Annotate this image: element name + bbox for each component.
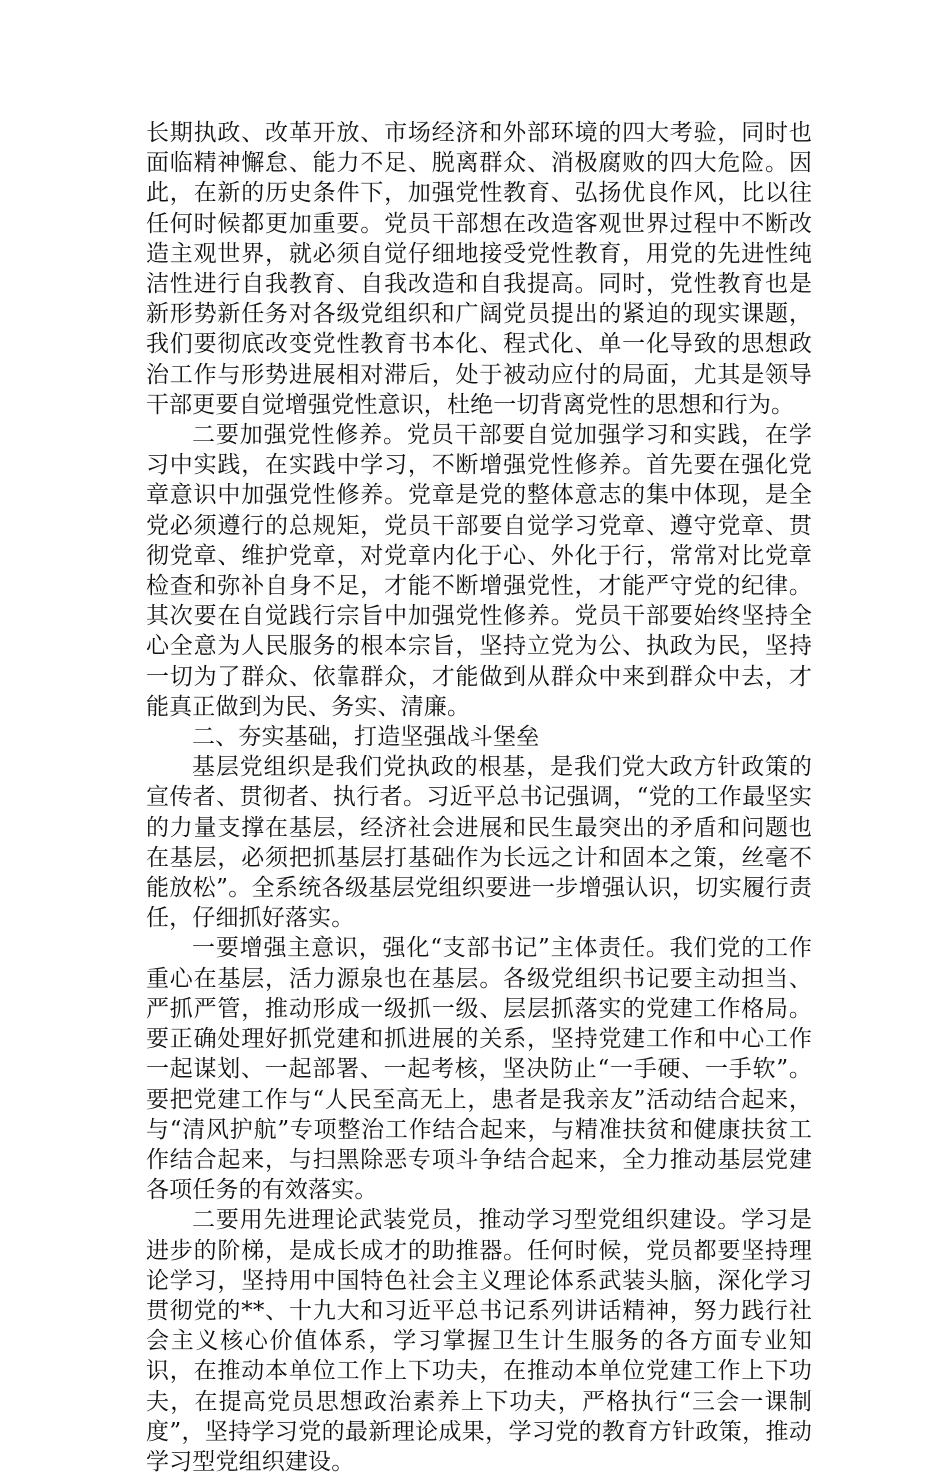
paragraph-continued: 长期执政、改革开放、市场经济和外部环境的四大考验，同时也面临精神懈怠、能力不足、脱离群众、消极腐败的四大危险。因此，在新的历史条件下，加强党性教育、弘扬优良作风，比以往任何时候都更加重要。党员干部想在改造客观世界过程中不断改造主观世界，就必须自觉仔细地接受党性教育，用党的先进性纯洁性进行自我教育、自我改造和自我提高。同时，党性教育也是新形势新任务对各级党组织和广阔党员提出的紧迫的现实课题，我们要彻底改变党性教育书本化、程式化、单一化导致的思想政治工作与形势进展相对滞后，处于被动应付的局面，尤其是领导干部更要自觉增强党性意识，杜绝一切背离党性的思想和行为。 [146,120,812,418]
paragraph-learning: 二要用先进理论武装党员，推动学习型党组织建设。学习是进步的阶梯，是成长成才的助推器。任何时候，党员都要坚持理论学习，坚持用中国特色社会主义理论体系武装头脑，深化学习贯彻党的**、十九大和习近平总书记系列讲话精神，努力践行社会主义核心价值体系，学习掌握卫生计生服务的各方面专业知识，在推动本单位工作上下功夫，在推动本单位党建工作上下功夫，在提高党员思想政治素养上下功夫，严格执行“三会一课制度”，坚持学习党的最新理论成果，学习党的教育方针政策，推动学习型党组织建设。 [146,1207,812,1475]
paragraph-responsibility: 一要增强主意识，强化“支部书记”主体责任。我们党的工作重心在基层，活力源泉也在基层。各级党组织书记要主动担当、严抓严管，推动形成一级抓一级、层层抓落实的党建工作格局。要正确处理好抓党建和抓进展的关系，坚持党建工作和中心工作一起谋划、一起部署、一起考核，坚决防止“一手硬、一手软”。要把党建工作与“人民至高无上，患者是我亲友”活动结合起来，与“清风护航”专项整治工作结合起来，与精准扶贫和健康扶贫工作结合起来，与扫黑除恶专项斗争结合起来，全力推动基层党建各项任务的有效落实。 [146,935,812,1204]
document-body [146,118,812,1477]
paragraph-grassroots: 基层党组织是我们党执政的根基，是我们党大政方针政策的宣传者、贯彻者、执行者。习近平总书记强调，“党的工作最坚实的力量支撑在基层，经济社会进展和民生最突出的矛盾和问题也在基层，必须把抓基层打基础作为长远之计和固本之策，丝毫不能放松”。全系统各级基层党组织要进一步增强认识，切实履行责任，仔细抓好落实。 [146,754,812,932]
paragraph-party-cultivation: 二要加强党性修养。党员干部要自觉加强学习和实践，在学习中实践，在实践中学习，不断增强党性修养。首先要在强化党章意识中加强党性修养。党章是党的整体意志的集中体现，是全党必须遵行的总规矩，党员干部要自觉学习党章、遵守党章、贯彻党章、维护党章，对党章内化于心、外化于行，常常对比党章检查和弥补自身不足，才能不断增强党性，才能严守党的纪律。其次要在自觉践行宗旨中加强党性修养。党员干部要始终坚持全心全意为人民服务的根本宗旨，坚持立党为公、执政为民，坚持一切为了群众、依靠群众，才能做到从群众中来到群众中去，才能真正做到为民、务实、清廉。 [146,422,812,720]
section-heading-foundation: 二、夯实基础，打造坚强战斗堡垒 [192,724,540,751]
